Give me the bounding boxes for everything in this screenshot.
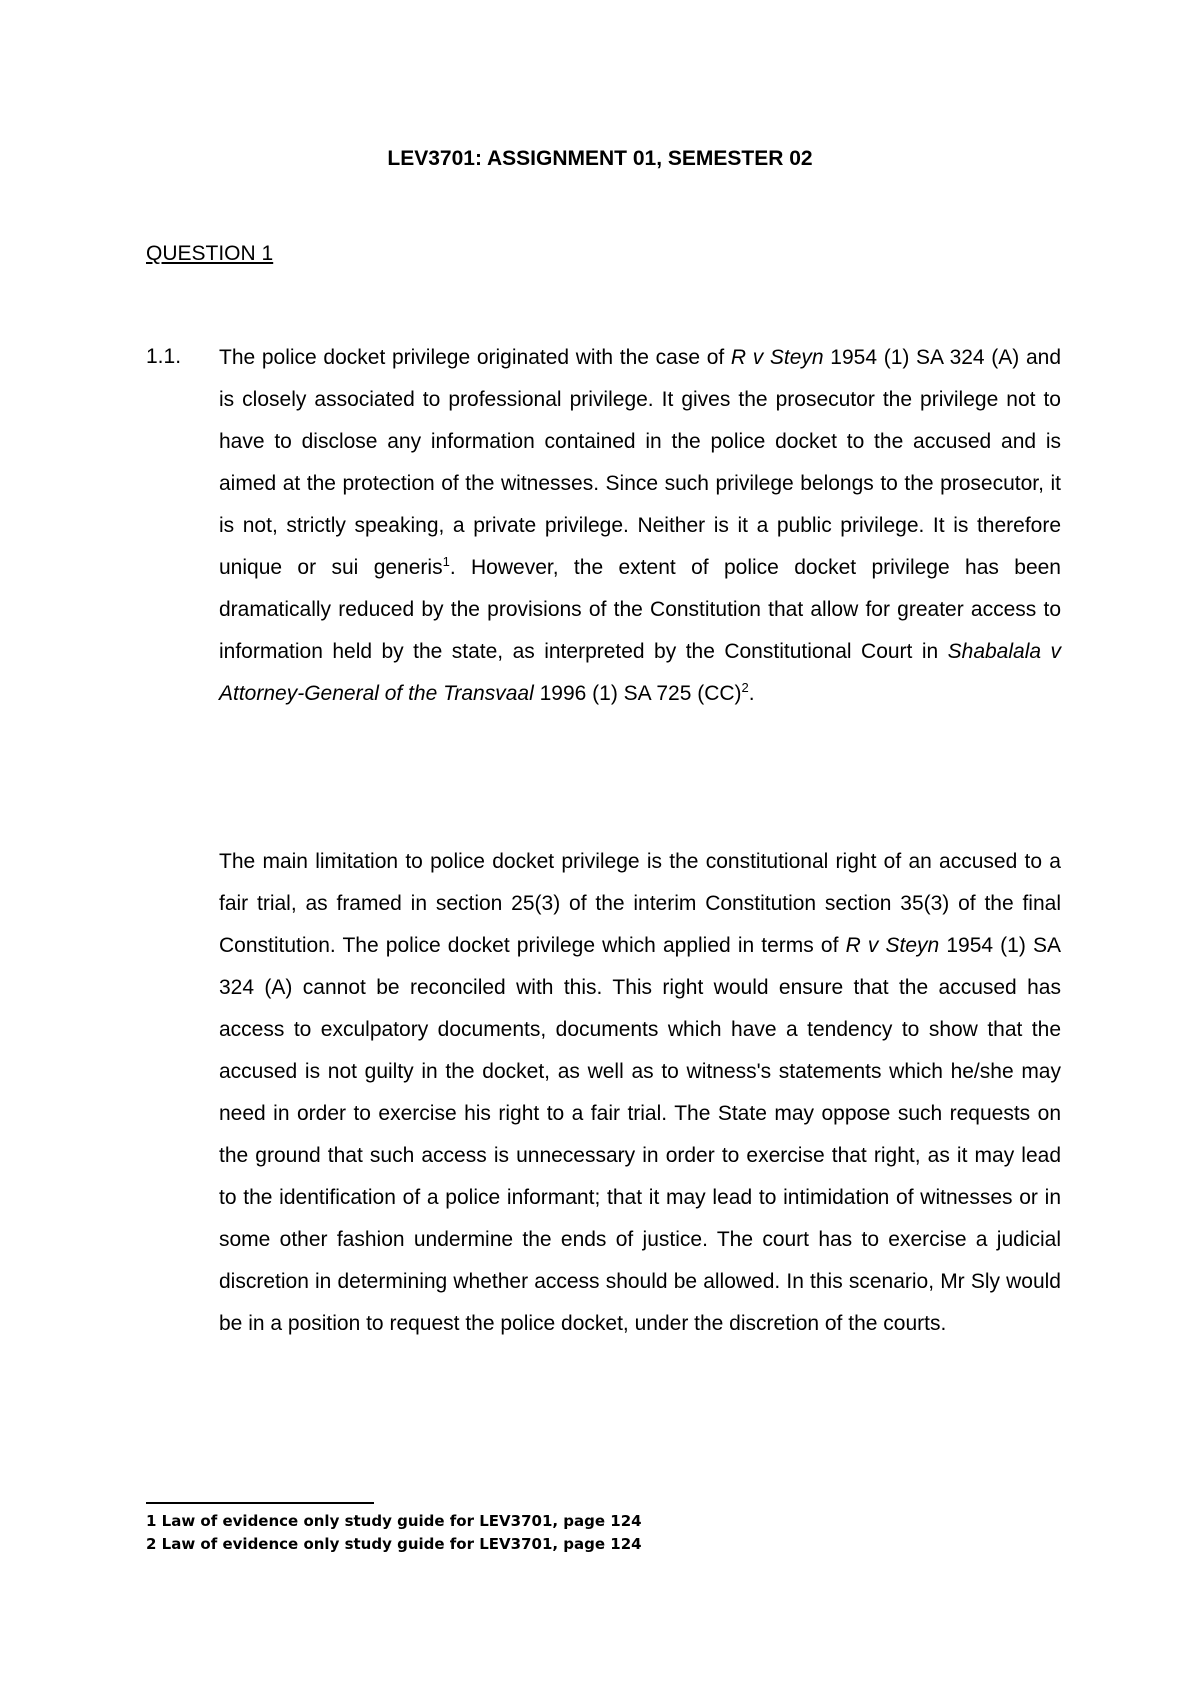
footnote-2: 2 Law of evidence only study guide for LEV3701, page 124 [146,1535,642,1553]
footnote-separator [146,1502,374,1504]
paragraph-1-text-3: . However, the extent of police docket privilege has been dramatically reduced by the provisions of the Constitution that allow for greater access to information held by the state, as interpreted by the Constitutional Court in [219,556,1061,663]
footnote-1: 1 Law of evidence only study guide for LEV3701, page 124 [146,1512,642,1530]
question-heading: QUESTION 1 [146,242,274,265]
paragraph-1-text-4: 1996 (1) SA 725 (CC) [533,682,742,705]
paragraph-2 [219,841,1061,1345]
case-citation-r-v-steyn-2: R v Steyn [845,934,940,957]
paragraph-2-text-1: The main limitation to police docket privilege is the constitutional right of an accused to a fair trial, as framed in section 25(3) of the interim Constitution section 35(3) of the final Constitution. The police docket privilege which applied in terms of [219,850,1061,957]
paragraph-1-text-5: . [748,682,755,705]
footnote-ref-1: 1 [442,554,450,569]
item-number: 1.1. [146,345,182,368]
paragraph-1-text-2: 1954 (1) SA 324 (A) and is closely associated to professional privilege. It gives the prosecutor the privilege not to have to disclose any information contained in the police docket to the accused and is aimed at the protection of the witnesses. Since such privilege belongs to the prosecutor, it is not, strictly speaking, a private privilege. Neither is it a public privilege. It is therefore unique or sui generis [219,346,1061,579]
footnote-ref-2: 2 [741,680,749,695]
paragraph-1-text-1: The police docket privilege originated with the case of [219,346,731,369]
paragraph-1 [219,337,1061,715]
footnotes [146,1510,642,1556]
paragraph-2-text-2: 1954 (1) SA 324 (A) cannot be reconciled with this. This right would ensure that the accused has access to exculpatory documents, documents which have a tendency to show that the accused is not guilty in the docket, as well as to witness's statements which he/she may need in order to exercise his right to a fair trial. The State may oppose such requests on the ground that such access is unnecessary in order to exercise that right, as it may lead to the identification of a police informant; that it may lead to intimidation of witnesses or in some other fashion undermine the ends of justice. The court has to exercise a judicial discretion in determining whether access should be allowed. In this scenario, Mr Sly would be in a position to request the police docket, under the discretion of the courts. [219,934,1061,1335]
case-citation-r-v-steyn: R v Steyn [730,346,824,369]
document-title: LEV3701: ASSIGNMENT 01, SEMESTER 02 [387,147,813,170]
case-citation-shabalala: Shabalala v Attorney-General of the Transvaal [219,640,1062,705]
